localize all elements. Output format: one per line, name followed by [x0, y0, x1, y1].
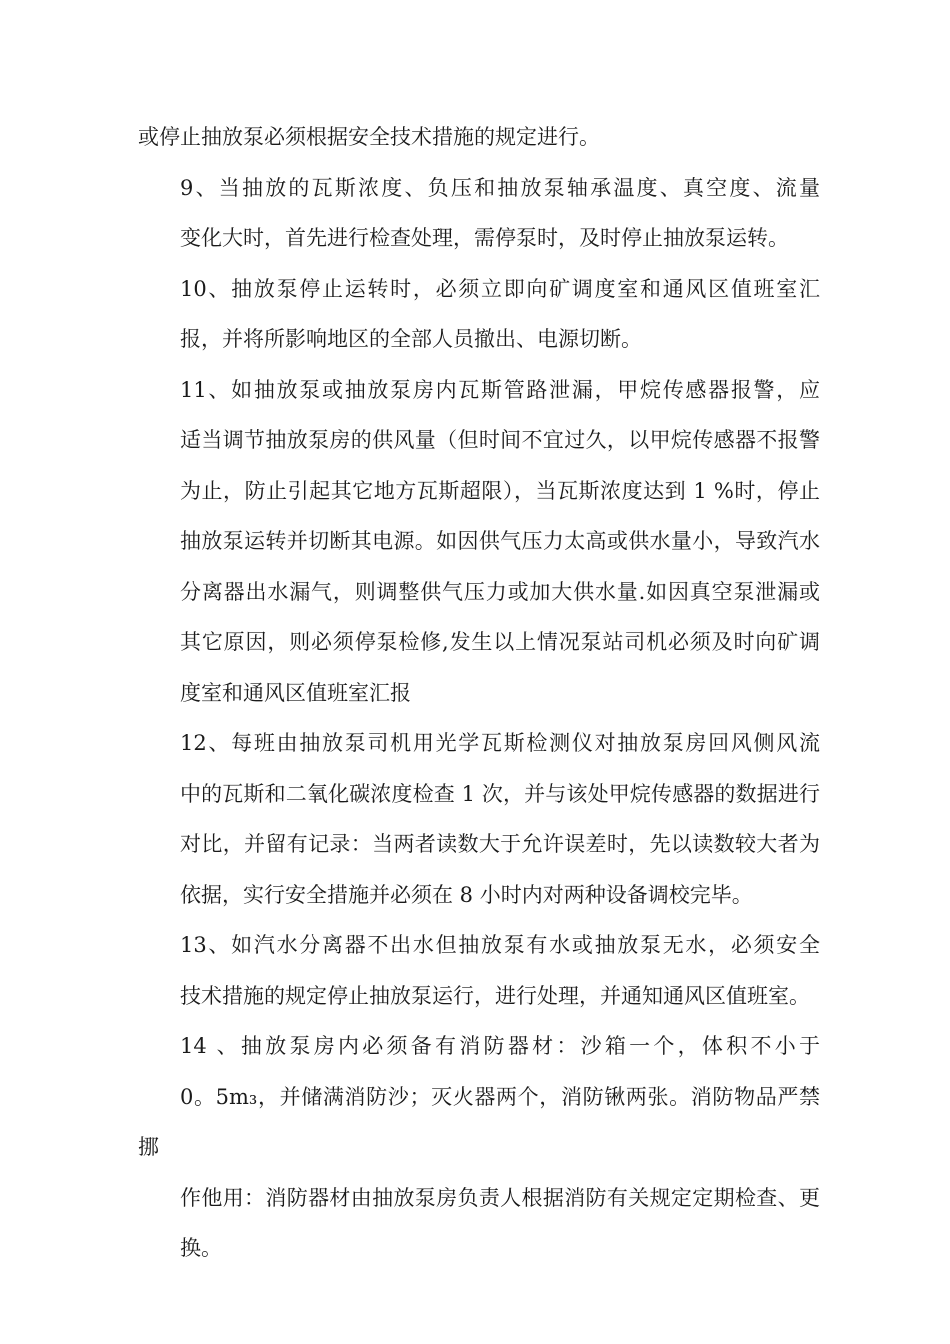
paragraph-item-14 [138, 1021, 820, 1274]
text-line: 0。5m₃，并储满消防沙；灭火器两个，消防锹两张。消防物品严禁挪 [138, 1084, 820, 1159]
paragraph-item-11 [138, 365, 820, 719]
text-line: 技术措施的规定停止抽放泵运行，进行处理，并通知通风区值班室。 [180, 983, 810, 1008]
body-text [138, 112, 820, 1274]
text-line: 10、抽放泵停止运转时，必须立即向矿调度室和通风区值班室汇 [180, 276, 820, 301]
text-line: 其它原因，则必须停泵检修,发生以上情况泵站司机必须及时向矿调 [180, 630, 820, 654]
text-line: 9、当抽放的瓦斯浓度、负压和抽放泵轴承温度、真空度、流量 [180, 175, 820, 200]
text-line: 抽放泵运转并切断其电源。如因供气压力太高或供水量小，导致汽水 [180, 529, 820, 553]
text-line: 分离器出水漏气，则调整供气压力或加大供水量.如因真空泵泄漏或 [180, 579, 820, 604]
text-line: 或停止抽放泵必须根据安全技术措施的规定进行。 [138, 125, 600, 149]
text-line: 12、每班由抽放泵司机用光学瓦斯检测仪对抽放泵房回风侧风流 [180, 731, 820, 755]
text-line: 度室和通风区值班室汇报 [180, 680, 411, 705]
text-line: 换。 [180, 1236, 222, 1260]
text-line: 为止，防止引起其它地方瓦斯超限），当瓦斯浓度达到 1 %时，停止 [180, 478, 820, 503]
text-line: 13、如汽水分离器不出水但抽放泵有水或抽放泵无水，必须安全 [180, 933, 820, 957]
text-line: 报，并将所影响地区的全部人员撤出、电源切断。 [180, 327, 642, 351]
text-line: 11、如抽放泵或抽放泵房内瓦斯管路泄漏，甲烷传感器报警，应 [180, 377, 820, 402]
text-line: 中的瓦斯和二氧化碳浓度检查 1 次，并与该处甲烷传感器的数据进行 [180, 781, 820, 806]
text-line: 依据，实行安全措施并必须在 8 小时内对两种设备调校完毕。 [180, 882, 753, 907]
paragraph-item-9 [138, 163, 820, 264]
text-line: 14 、抽放泵房内必须备有消防器材：沙箱一个，体积不小于 [180, 1034, 820, 1058]
paragraph-item-13 [138, 920, 820, 1021]
paragraph-item-12 [138, 718, 820, 920]
text-line: 对比，并留有记录：当两者读数大于允许误差时，先以读数较大者为 [180, 832, 820, 856]
text-line: 作他用：消防器材由抽放泵房负责人根据消防有关规定定期检查、更 [180, 1185, 820, 1210]
paragraph-item-10 [138, 264, 820, 365]
paragraph-continuation [138, 112, 820, 163]
text-line: 适当调节抽放泵房的供风量（但时间不宜过久，以甲烷传感器不报警 [180, 428, 820, 452]
text-line: 变化大时，首先进行检查处理，需停泵时，及时停止抽放泵运转。 [180, 226, 789, 250]
